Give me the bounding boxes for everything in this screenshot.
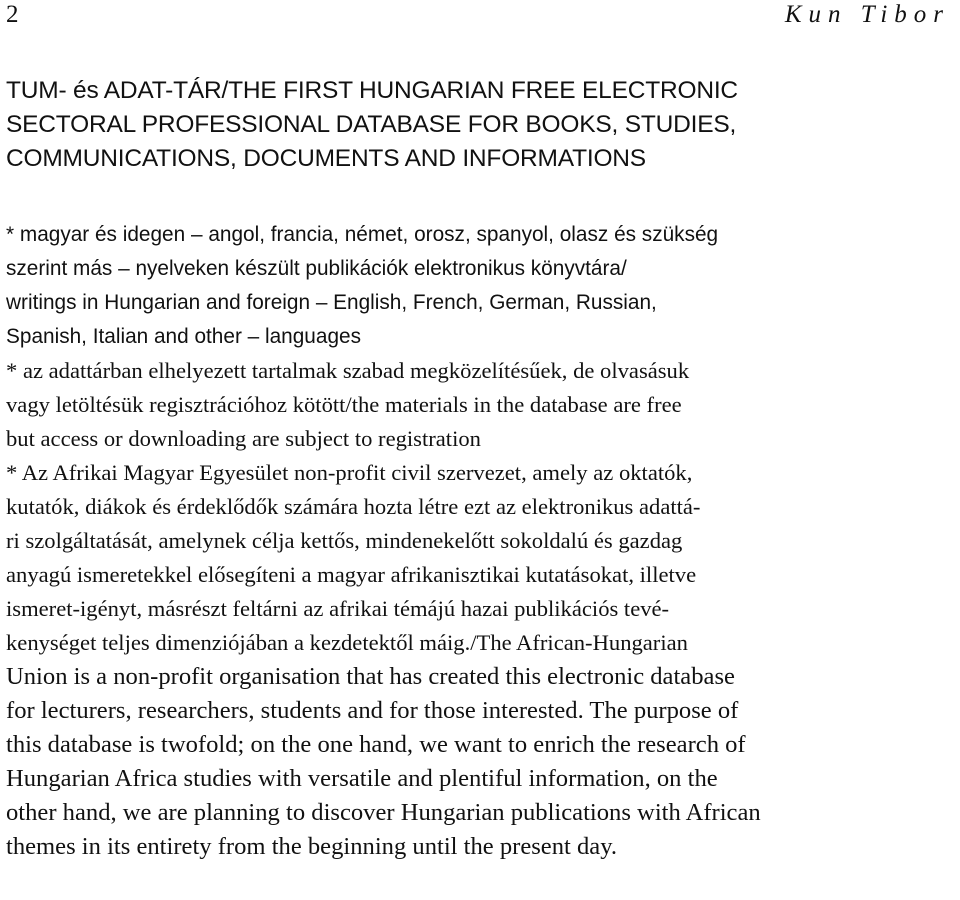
title-line: TUM- és ADAT-TÁR/THE FIRST HUNGARIAN FREE ELECTRONIC [6,77,738,104]
text-line: ismeret-igényt, másrészt feltárni az afrikai témájú hazai publikációs tevé- [6,596,670,621]
text-line: other hand, we are planning to discover Hungarian publications with African [6,799,761,826]
page-number: 2 [6,1,19,28]
text-line: Union is a non-profit organisation that has created this electronic database [6,663,735,690]
text-line: Spanish, Italian and other – languages [6,325,361,348]
text-line: ri szolgáltatását, amelynek célja kettős, mindenekelőtt sokoldalú és gazdag [6,528,683,553]
text-line: writings in Hungarian and foreign – English, French, German, Russian, [6,291,657,314]
text-line: kutatók, diákok és érdeklődők számára hozta létre ezt az elektronikus adattá- [6,494,701,519]
page-header [6,0,954,36]
text-line: themes in its entirety from the beginning until the present day. [6,833,618,860]
title-line: COMMUNICATIONS, DOCUMENTS AND INFORMATIONS [6,145,646,172]
languages-paragraph [6,218,954,354]
description-paragraph-hungarian [6,456,954,660]
text-line: Hungarian Africa studies with versatile and plentiful information, on the [6,765,718,792]
text-line: vagy letöltésük regisztrációhoz kötött/the materials in the database are free [6,392,682,417]
title-line: SECTORAL PROFESSIONAL DATABASE FOR BOOKS, STUDIES, [6,111,737,138]
text-line: * Az Afrikai Magyar Egyesület non-profit civil szervezet, amely az oktatók, [6,460,693,485]
text-line: * az adattárban elhelyezett tartalmak szabad megközelítésűek, de olvasásuk [6,358,690,383]
text-line: but access or downloading are subject to registration [6,426,481,451]
document-title [6,74,954,176]
description-paragraph-english [6,660,954,864]
text-line: szerint más – nyelveken készült publikációk elektronikus könyvtára/ [6,257,627,280]
text-line: for lecturers, researchers, students and for those interested. The purpose of [6,697,739,724]
text-line: kenységet teljes dimenziójában a kezdetektől máig./The African-Hungarian [6,630,688,655]
text-line: this database is twofold; on the one hand, we want to enrich the research of [6,731,746,758]
running-author: Kun Tibor [784,1,950,28]
text-line: * magyar és idegen – angol, francia, német, orosz, spanyol, olasz és szükség [6,223,719,246]
text-line: anyagú ismeretekkel elősegíteni a magyar afrikanisztikai kutatásokat, illetve [6,562,697,587]
access-paragraph [6,354,954,456]
